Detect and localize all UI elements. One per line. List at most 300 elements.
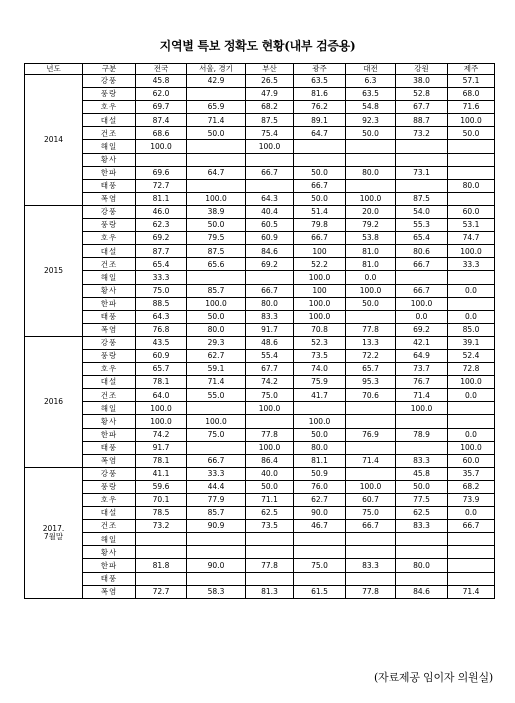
value-cell-daejeon: 79.2 xyxy=(346,219,396,232)
value-cell-gwangju xyxy=(294,546,346,559)
value-cell-gwangju: 46.7 xyxy=(294,520,346,533)
value-cell-daejeon: 70.6 xyxy=(346,389,396,402)
value-cell-gwangju: 100.0 xyxy=(294,415,346,428)
category-cell: 한파 xyxy=(83,428,136,441)
value-cell-gangwon: 45.8 xyxy=(396,467,448,480)
value-cell-busan xyxy=(246,533,294,546)
category-cell: 강풍 xyxy=(83,336,136,349)
value-cell-gwangju: 66.7 xyxy=(294,232,346,245)
value-cell-gwangju: 41.7 xyxy=(294,389,346,402)
value-cell-busan xyxy=(246,572,294,585)
value-cell-gwangju xyxy=(294,153,346,166)
category-cell: 대설 xyxy=(83,245,136,258)
value-cell-daejeon xyxy=(346,572,396,585)
value-cell-seoul-gyeonggi: 85.7 xyxy=(187,507,246,520)
table-row xyxy=(25,336,495,349)
value-cell-daejeon: 77.8 xyxy=(346,585,396,598)
value-cell-nationwide xyxy=(136,153,187,166)
value-cell-seoul-gyeonggi: 79.5 xyxy=(187,232,246,245)
value-cell-daejeon xyxy=(346,310,396,323)
header-busan: 부산 xyxy=(246,64,294,75)
table-row xyxy=(25,88,495,101)
value-cell-jeju: 85.0 xyxy=(448,323,495,336)
value-cell-busan: 86.4 xyxy=(246,454,294,467)
value-cell-jeju: 50.0 xyxy=(448,127,495,140)
value-cell-busan: 71.1 xyxy=(246,494,294,507)
category-cell: 한파 xyxy=(83,166,136,179)
value-cell-jeju xyxy=(448,559,495,572)
value-cell-nationwide: 70.1 xyxy=(136,494,187,507)
category-cell: 풍랑 xyxy=(83,480,136,493)
value-cell-busan: 67.7 xyxy=(246,363,294,376)
value-cell-daejeon: 77.8 xyxy=(346,323,396,336)
value-cell-gangwon: 55.3 xyxy=(396,219,448,232)
source-note: (자료제공 임이자 의원실) xyxy=(373,671,493,684)
value-cell-jeju: 100.0 xyxy=(448,114,495,127)
table-row xyxy=(25,402,495,415)
value-cell-seoul-gyeonggi xyxy=(187,140,246,153)
value-cell-gwangju: 50.0 xyxy=(294,166,346,179)
value-cell-seoul-gyeonggi xyxy=(187,572,246,585)
value-cell-gangwon: 0.0 xyxy=(396,310,448,323)
value-cell-seoul-gyeonggi: 71.4 xyxy=(187,376,246,389)
value-cell-gangwon: 66.7 xyxy=(396,284,448,297)
table-row xyxy=(25,205,495,218)
value-cell-busan: 64.3 xyxy=(246,192,294,205)
value-cell-daejeon: 54.8 xyxy=(346,101,396,114)
value-cell-gangwon xyxy=(396,140,448,153)
value-cell-gangwon xyxy=(396,572,448,585)
value-cell-gangwon: 69.2 xyxy=(396,323,448,336)
value-cell-jeju: 60.0 xyxy=(448,205,495,218)
value-cell-busan: 75.0 xyxy=(246,389,294,402)
value-cell-seoul-gyeonggi: 55.0 xyxy=(187,389,246,402)
value-cell-busan: 66.7 xyxy=(246,284,294,297)
value-cell-seoul-gyeonggi: 66.7 xyxy=(187,454,246,467)
category-cell: 한파 xyxy=(83,559,136,572)
value-cell-seoul-gyeonggi: 58.3 xyxy=(187,585,246,598)
value-cell-seoul-gyeonggi xyxy=(187,533,246,546)
value-cell-gwangju: 63.5 xyxy=(294,75,346,88)
value-cell-nationwide xyxy=(136,572,187,585)
category-cell: 황사 xyxy=(83,284,136,297)
value-cell-seoul-gyeonggi: 33.3 xyxy=(187,467,246,480)
category-cell: 강풍 xyxy=(83,205,136,218)
header-gwangju: 광주 xyxy=(294,64,346,75)
table-row xyxy=(25,75,495,88)
value-cell-busan: 60.9 xyxy=(246,232,294,245)
value-cell-gangwon: 73.7 xyxy=(396,363,448,376)
value-cell-daejeon: 81.0 xyxy=(346,245,396,258)
table-row xyxy=(25,153,495,166)
value-cell-daejeon: 53.8 xyxy=(346,232,396,245)
category-cell: 건조 xyxy=(83,258,136,271)
value-cell-busan: 73.5 xyxy=(246,520,294,533)
value-cell-gwangju: 100 xyxy=(294,245,346,258)
value-cell-jeju: 68.0 xyxy=(448,88,495,101)
value-cell-gangwon: 52.8 xyxy=(396,88,448,101)
value-cell-daejeon: 63.5 xyxy=(346,88,396,101)
value-cell-jeju xyxy=(448,533,495,546)
value-cell-seoul-gyeonggi: 100.0 xyxy=(187,297,246,310)
value-cell-seoul-gyeonggi: 100.0 xyxy=(187,415,246,428)
value-cell-jeju: 0.0 xyxy=(448,284,495,297)
table-row xyxy=(25,415,495,428)
category-cell: 강풍 xyxy=(83,75,136,88)
value-cell-nationwide: 62.3 xyxy=(136,219,187,232)
value-cell-daejeon: 76.9 xyxy=(346,428,396,441)
value-cell-gangwon: 77.5 xyxy=(396,494,448,507)
value-cell-jeju: 73.9 xyxy=(448,494,495,507)
category-cell: 호우 xyxy=(83,363,136,376)
value-cell-gangwon: 80.6 xyxy=(396,245,448,258)
value-cell-gwangju: 100 xyxy=(294,284,346,297)
value-cell-busan: 74.2 xyxy=(246,376,294,389)
category-cell: 해일 xyxy=(83,533,136,546)
value-cell-seoul-gyeonggi: 80.0 xyxy=(187,323,246,336)
value-cell-daejeon xyxy=(346,153,396,166)
category-cell: 해일 xyxy=(83,271,136,284)
value-cell-busan: 84.6 xyxy=(246,245,294,258)
category-cell: 호우 xyxy=(83,494,136,507)
value-cell-seoul-gyeonggi: 85.7 xyxy=(187,284,246,297)
category-cell: 폭염 xyxy=(83,323,136,336)
table-row xyxy=(25,585,495,598)
value-cell-gwangju: 66.7 xyxy=(294,179,346,192)
value-cell-nationwide: 81.1 xyxy=(136,192,187,205)
value-cell-nationwide: 91.7 xyxy=(136,441,187,454)
table-row xyxy=(25,507,495,520)
value-cell-nationwide: 75.0 xyxy=(136,284,187,297)
value-cell-nationwide: 72.7 xyxy=(136,179,187,192)
category-cell: 대설 xyxy=(83,376,136,389)
table-row xyxy=(25,232,495,245)
value-cell-jeju: 52.4 xyxy=(448,349,495,362)
value-cell-busan: 69.2 xyxy=(246,258,294,271)
value-cell-busan xyxy=(246,271,294,284)
table-row xyxy=(25,219,495,232)
value-cell-jeju: 72.8 xyxy=(448,363,495,376)
value-cell-jeju xyxy=(448,572,495,585)
document-title: 지역별 특보 정확도 현황(내부 검증용) xyxy=(159,39,356,53)
value-cell-gwangju: 70.8 xyxy=(294,323,346,336)
value-cell-daejeon: 65.7 xyxy=(346,363,396,376)
value-cell-gangwon: 54.0 xyxy=(396,205,448,218)
value-cell-busan: 62.5 xyxy=(246,507,294,520)
category-cell: 태풍 xyxy=(83,572,136,585)
value-cell-busan: 68.2 xyxy=(246,101,294,114)
value-cell-nationwide: 65.4 xyxy=(136,258,187,271)
table-row xyxy=(25,114,495,127)
value-cell-jeju: 33.3 xyxy=(448,258,495,271)
table-row xyxy=(25,101,495,114)
value-cell-daejeon xyxy=(346,179,396,192)
value-cell-gangwon: 100.0 xyxy=(396,402,448,415)
value-cell-nationwide: 74.2 xyxy=(136,428,187,441)
value-cell-gangwon: 50.0 xyxy=(396,480,448,493)
value-cell-nationwide: 78.1 xyxy=(136,376,187,389)
value-cell-nationwide: 60.9 xyxy=(136,349,187,362)
value-cell-seoul-gyeonggi: 59.1 xyxy=(187,363,246,376)
value-cell-gwangju: 74.0 xyxy=(294,363,346,376)
value-cell-nationwide xyxy=(136,546,187,559)
value-cell-nationwide: 62.0 xyxy=(136,88,187,101)
table-row xyxy=(25,323,495,336)
value-cell-gangwon: 73.1 xyxy=(396,166,448,179)
value-cell-daejeon xyxy=(346,533,396,546)
value-cell-gwangju xyxy=(294,402,346,415)
value-cell-gangwon xyxy=(396,153,448,166)
value-cell-gwangju: 100.0 xyxy=(294,297,346,310)
value-cell-daejeon: 100.0 xyxy=(346,480,396,493)
value-cell-gwangju: 50.0 xyxy=(294,192,346,205)
category-cell: 건조 xyxy=(83,520,136,533)
value-cell-gangwon: 67.7 xyxy=(396,101,448,114)
value-cell-gwangju: 52.2 xyxy=(294,258,346,271)
table-row xyxy=(25,310,495,323)
category-cell: 강풍 xyxy=(83,467,136,480)
category-cell: 풍랑 xyxy=(83,88,136,101)
value-cell-gangwon xyxy=(396,546,448,559)
value-cell-daejeon xyxy=(346,467,396,480)
table-row xyxy=(25,441,495,454)
value-cell-nationwide: 100.0 xyxy=(136,402,187,415)
value-cell-busan: 60.5 xyxy=(246,219,294,232)
value-cell-seoul-gyeonggi xyxy=(187,271,246,284)
value-cell-daejeon xyxy=(346,140,396,153)
value-cell-daejeon: 20.0 xyxy=(346,205,396,218)
value-cell-gangwon: 65.4 xyxy=(396,232,448,245)
value-cell-busan: 55.4 xyxy=(246,349,294,362)
value-cell-gwangju: 79.8 xyxy=(294,219,346,232)
value-cell-busan: 77.8 xyxy=(246,428,294,441)
value-cell-busan: 100.0 xyxy=(246,441,294,454)
value-cell-busan: 100.0 xyxy=(246,402,294,415)
value-cell-busan: 80.0 xyxy=(246,297,294,310)
value-cell-nationwide: 88.5 xyxy=(136,297,187,310)
value-cell-daejeon xyxy=(346,402,396,415)
value-cell-busan: 81.3 xyxy=(246,585,294,598)
value-cell-daejeon xyxy=(346,415,396,428)
value-cell-seoul-gyeonggi: 90.0 xyxy=(187,559,246,572)
category-cell: 한파 xyxy=(83,297,136,310)
table-row xyxy=(25,494,495,507)
table-row xyxy=(25,467,495,480)
value-cell-jeju xyxy=(448,166,495,179)
value-cell-jeju: 80.0 xyxy=(448,179,495,192)
value-cell-seoul-gyeonggi xyxy=(187,88,246,101)
value-cell-seoul-gyeonggi: 90.9 xyxy=(187,520,246,533)
value-cell-nationwide: 69.7 xyxy=(136,101,187,114)
value-cell-seoul-gyeonggi: 38.9 xyxy=(187,205,246,218)
header-nationwide: 전국 xyxy=(136,64,187,75)
header-year: 년도 xyxy=(25,64,83,75)
value-cell-jeju: 66.7 xyxy=(448,520,495,533)
value-cell-busan: 87.5 xyxy=(246,114,294,127)
value-cell-nationwide: 64.0 xyxy=(136,389,187,402)
value-cell-busan xyxy=(246,546,294,559)
value-cell-nationwide: 87.7 xyxy=(136,245,187,258)
value-cell-gwangju: 76.0 xyxy=(294,480,346,493)
value-cell-daejeon xyxy=(346,546,396,559)
value-cell-jeju: 100.0 xyxy=(448,441,495,454)
table-row xyxy=(25,140,495,153)
table-row xyxy=(25,546,495,559)
value-cell-nationwide: 64.3 xyxy=(136,310,187,323)
value-cell-seoul-gyeonggi xyxy=(187,153,246,166)
value-cell-busan: 40.0 xyxy=(246,467,294,480)
value-cell-nationwide: 100.0 xyxy=(136,140,187,153)
year-cell: 2016 xyxy=(25,336,83,467)
value-cell-jeju: 71.6 xyxy=(448,101,495,114)
value-cell-gangwon: 42.1 xyxy=(396,336,448,349)
header-row xyxy=(25,64,495,75)
value-cell-daejeon: 95.3 xyxy=(346,376,396,389)
value-cell-jeju: 0.0 xyxy=(448,310,495,323)
value-cell-busan: 47.9 xyxy=(246,88,294,101)
value-cell-daejeon: 60.7 xyxy=(346,494,396,507)
value-cell-nationwide: 69.2 xyxy=(136,232,187,245)
header-seoul-gyeonggi: 서울, 경기 xyxy=(187,64,246,75)
value-cell-jeju xyxy=(448,192,495,205)
value-cell-busan: 83.3 xyxy=(246,310,294,323)
category-cell: 호우 xyxy=(83,232,136,245)
value-cell-daejeon: 71.4 xyxy=(346,454,396,467)
accuracy-table xyxy=(24,63,495,599)
table-row xyxy=(25,559,495,572)
category-cell: 폭염 xyxy=(83,585,136,598)
value-cell-gangwon: 73.2 xyxy=(396,127,448,140)
value-cell-nationwide xyxy=(136,533,187,546)
value-cell-gangwon: 62.5 xyxy=(396,507,448,520)
value-cell-nationwide: 45.8 xyxy=(136,75,187,88)
value-cell-daejeon: 100.0 xyxy=(346,284,396,297)
value-cell-gangwon xyxy=(396,179,448,192)
table-row xyxy=(25,349,495,362)
header-jeju: 제주 xyxy=(448,64,495,75)
value-cell-nationwide: 33.3 xyxy=(136,271,187,284)
value-cell-seoul-gyeonggi: 87.5 xyxy=(187,245,246,258)
value-cell-gwangju: 80.0 xyxy=(294,441,346,454)
value-cell-seoul-gyeonggi xyxy=(187,546,246,559)
value-cell-nationwide: 65.7 xyxy=(136,363,187,376)
value-cell-gangwon: 64.9 xyxy=(396,349,448,362)
category-cell: 풍랑 xyxy=(83,349,136,362)
value-cell-busan xyxy=(246,415,294,428)
category-cell: 해일 xyxy=(83,140,136,153)
table-row xyxy=(25,297,495,310)
table-row xyxy=(25,376,495,389)
value-cell-seoul-gyeonggi: 75.0 xyxy=(187,428,246,441)
value-cell-nationwide: 59.6 xyxy=(136,480,187,493)
value-cell-seoul-gyeonggi: 29.3 xyxy=(187,336,246,349)
value-cell-daejeon: 6.3 xyxy=(346,75,396,88)
value-cell-gangwon: 83.3 xyxy=(396,454,448,467)
value-cell-seoul-gyeonggi: 71.4 xyxy=(187,114,246,127)
value-cell-gwangju xyxy=(294,572,346,585)
value-cell-gwangju: 64.7 xyxy=(294,127,346,140)
value-cell-daejeon: 50.0 xyxy=(346,127,396,140)
category-cell: 황사 xyxy=(83,546,136,559)
value-cell-seoul-gyeonggi: 64.7 xyxy=(187,166,246,179)
value-cell-gangwon: 80.0 xyxy=(396,559,448,572)
value-cell-daejeon: 80.0 xyxy=(346,166,396,179)
category-cell: 건조 xyxy=(83,389,136,402)
value-cell-busan: 40.4 xyxy=(246,205,294,218)
value-cell-jeju: 0.0 xyxy=(448,428,495,441)
value-cell-nationwide: 78.1 xyxy=(136,454,187,467)
value-cell-busan: 75.4 xyxy=(246,127,294,140)
table-body xyxy=(25,75,495,599)
category-cell: 태풍 xyxy=(83,179,136,192)
value-cell-seoul-gyeonggi: 62.7 xyxy=(187,349,246,362)
value-cell-seoul-gyeonggi: 100.0 xyxy=(187,192,246,205)
value-cell-seoul-gyeonggi: 65.6 xyxy=(187,258,246,271)
value-cell-nationwide: 72.7 xyxy=(136,585,187,598)
category-cell: 해일 xyxy=(83,402,136,415)
table-row xyxy=(25,258,495,271)
value-cell-nationwide: 46.0 xyxy=(136,205,187,218)
value-cell-seoul-gyeonggi: 77.9 xyxy=(187,494,246,507)
value-cell-busan: 26.5 xyxy=(246,75,294,88)
value-cell-busan xyxy=(246,179,294,192)
value-cell-jeju xyxy=(448,415,495,428)
category-cell: 건조 xyxy=(83,127,136,140)
header-gangwon: 강원 xyxy=(396,64,448,75)
value-cell-gangwon: 66.7 xyxy=(396,258,448,271)
value-cell-daejeon: 13.3 xyxy=(346,336,396,349)
value-cell-gwangju: 62.7 xyxy=(294,494,346,507)
category-cell: 태풍 xyxy=(83,310,136,323)
table-row xyxy=(25,284,495,297)
value-cell-jeju: 35.7 xyxy=(448,467,495,480)
table-row xyxy=(25,572,495,585)
value-cell-gangwon: 88.7 xyxy=(396,114,448,127)
value-cell-gwangju xyxy=(294,140,346,153)
table-row xyxy=(25,520,495,533)
value-cell-daejeon: 50.0 xyxy=(346,297,396,310)
table-row xyxy=(25,192,495,205)
header-category: 구분 xyxy=(83,64,136,75)
value-cell-daejeon: 0.0 xyxy=(346,271,396,284)
value-cell-busan: 66.7 xyxy=(246,166,294,179)
value-cell-nationwide: 68.6 xyxy=(136,127,187,140)
value-cell-daejeon: 75.0 xyxy=(346,507,396,520)
value-cell-nationwide: 73.2 xyxy=(136,520,187,533)
category-cell: 풍랑 xyxy=(83,219,136,232)
table-row xyxy=(25,271,495,284)
table-row xyxy=(25,127,495,140)
year-cell: 2017. 7월말 xyxy=(25,467,83,598)
value-cell-jeju: 57.1 xyxy=(448,75,495,88)
value-cell-jeju xyxy=(448,140,495,153)
value-cell-nationwide: 87.4 xyxy=(136,114,187,127)
value-cell-gwangju: 100.0 xyxy=(294,310,346,323)
value-cell-gangwon: 71.4 xyxy=(396,389,448,402)
value-cell-daejeon: 66.7 xyxy=(346,520,396,533)
value-cell-gangwon xyxy=(396,271,448,284)
table-row xyxy=(25,166,495,179)
value-cell-gangwon: 38.0 xyxy=(396,75,448,88)
table-row xyxy=(25,428,495,441)
value-cell-seoul-gyeonggi xyxy=(187,179,246,192)
category-cell: 황사 xyxy=(83,415,136,428)
table-row xyxy=(25,245,495,258)
category-cell: 폭염 xyxy=(83,454,136,467)
value-cell-gangwon xyxy=(396,533,448,546)
value-cell-jeju: 71.4 xyxy=(448,585,495,598)
value-cell-daejeon xyxy=(346,441,396,454)
